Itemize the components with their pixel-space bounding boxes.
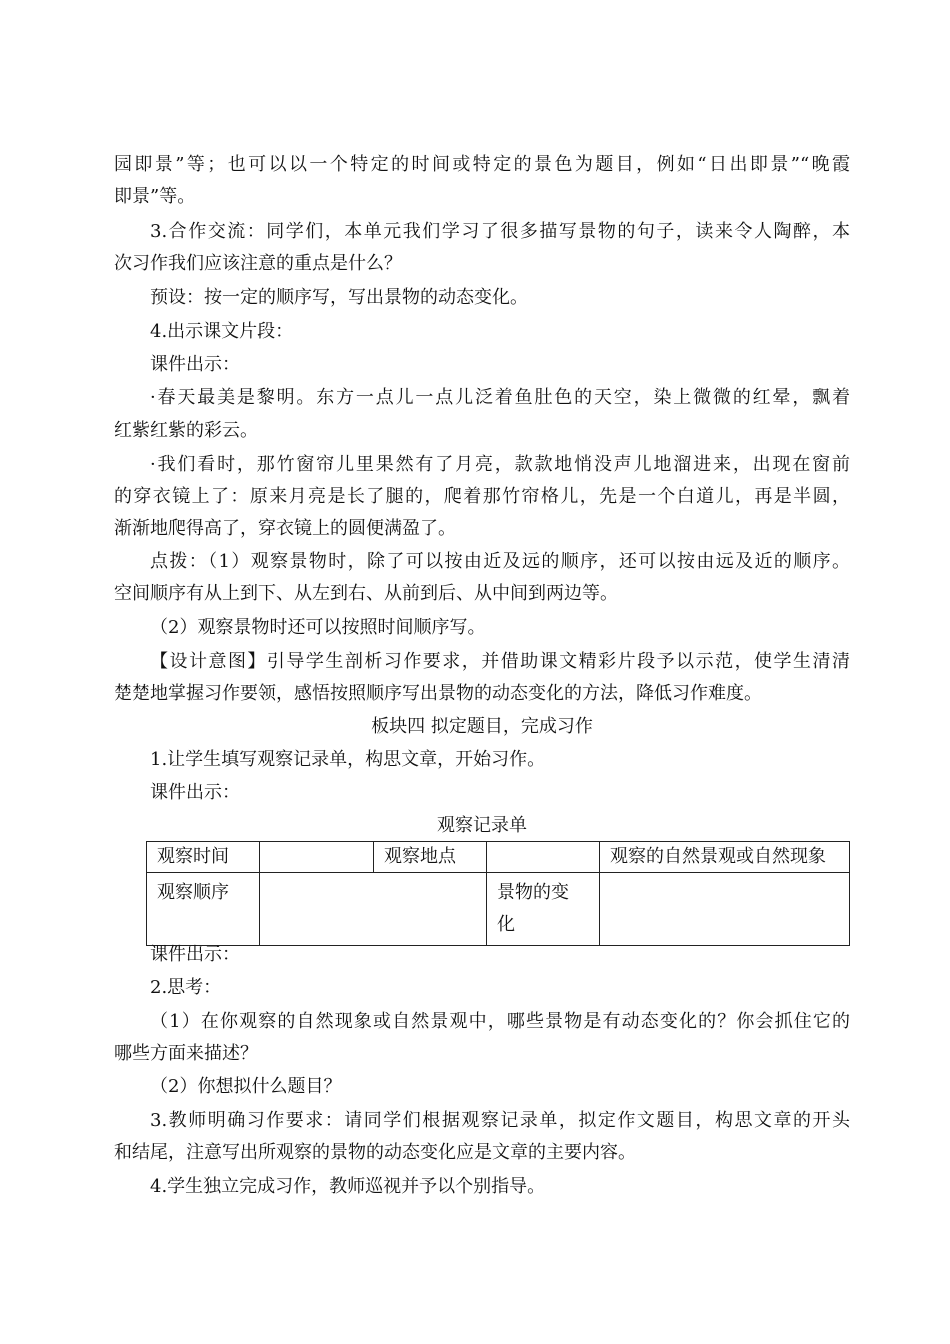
paragraph-line: 3.合作交流：同学们，本单元我们学习了很多描写景物的句子，读来令人陶醉，本 (150, 221, 850, 242)
paragraph-line: 课件出示： (150, 354, 240, 375)
paragraph-line: ·春天最美是黎明。东方一点儿一点儿泛着鱼肚色的天空，染上微微的红晕，飘着 (150, 387, 850, 408)
paragraph-line: （1）在你观察的自然现象或自然景观中，哪些景物是有动态变化的？你会抓住它的 (150, 1011, 850, 1032)
paragraph-line: 点拨：（1）观察景物时，除了可以按由近及远的顺序，还可以按由远及近的顺序。 (150, 551, 850, 572)
scene-change-label-line1: 景物的变 (497, 882, 569, 903)
paragraph-line: 1.让学生填写观察记录单，构思文章，开始习作。 (150, 749, 546, 770)
scene-change-label (487, 873, 600, 946)
paragraph-line: 的穿衣镜上了：原来月亮是长了腿的，爬着那竹帘格儿，先是一个白道儿，再是半圆， (114, 486, 850, 507)
paragraph-line: （2）观察景物时还可以按照时间顺序写。 (150, 617, 486, 638)
paragraph-line: 即景”等。 (114, 186, 196, 207)
paragraph-line: 课件出示： (150, 782, 240, 803)
scene-change-label-line2: 化 (497, 914, 515, 935)
observe-order-label: 观察顺序 (147, 873, 260, 946)
observe-order-cell (260, 873, 487, 946)
observe-place-label: 观察地点 (374, 842, 487, 873)
paragraph-line: 课件出示： (150, 944, 240, 965)
table-caption: 观察记录单 (437, 815, 527, 836)
observation-record-table (146, 841, 850, 946)
observe-time-label: 观察时间 (147, 842, 260, 873)
table-row (147, 873, 850, 946)
paragraph-line: （2）你想拟什么题目？ (150, 1076, 342, 1097)
section-heading: 板块四 拟定题目，完成习作 (371, 716, 593, 737)
table-row (147, 842, 850, 873)
paragraph-line: 2.思考： (150, 977, 222, 998)
observe-phenomenon-label: 观察的自然景观或自然现象 (600, 842, 850, 873)
observe-place-cell (487, 842, 600, 873)
paragraph-line: 【设计意图】引导学生剖析习作要求，并借助课文精彩片段予以示范，使学生清清 (150, 651, 850, 672)
paragraph-line: 空间顺序有从上到下、从左到右、从前到后、从中间到两边等。 (114, 583, 618, 604)
paragraph-line: 次习作我们应该注意的重点是什么？ (114, 253, 402, 274)
paragraph-line: 4.出示课文片段： (150, 321, 294, 342)
paragraph-line: 红紫红紫的彩云。 (114, 420, 258, 441)
paragraph-line: 园即景”等；也可以以一个特定的时间或特定的景色为题目，例如“日出即景”“晚霞 (114, 154, 850, 175)
paragraph-line: 3.教师明确习作要求：请同学们根据观察记录单，拟定作文题目，构思文章的开头 (150, 1110, 850, 1131)
paragraph-line: ·我们看时，那竹窗帘儿里果然有了月亮，款款地悄没声儿地溜进来，出现在窗前 (150, 454, 850, 475)
paragraph-line: 和结尾，注意写出所观察的景物的动态变化应是文章的主要内容。 (114, 1142, 636, 1163)
paragraph-line: 楚楚地掌握习作要领，感悟按照顺序写出景物的动态变化的方法，降低习作难度。 (114, 683, 762, 704)
observe-time-cell (260, 842, 374, 873)
scene-change-cell (600, 873, 850, 946)
paragraph-line: 4.学生独立完成习作，教师巡视并予以个别指导。 (150, 1176, 546, 1197)
paragraph-line: 渐渐地爬得高了，穿衣镜上的圆便满盈了。 (114, 518, 456, 539)
paragraph-line: 预设：按一定的顺序写，写出景物的动态变化。 (150, 287, 528, 308)
paragraph-line: 哪些方面来描述？ (114, 1043, 258, 1064)
